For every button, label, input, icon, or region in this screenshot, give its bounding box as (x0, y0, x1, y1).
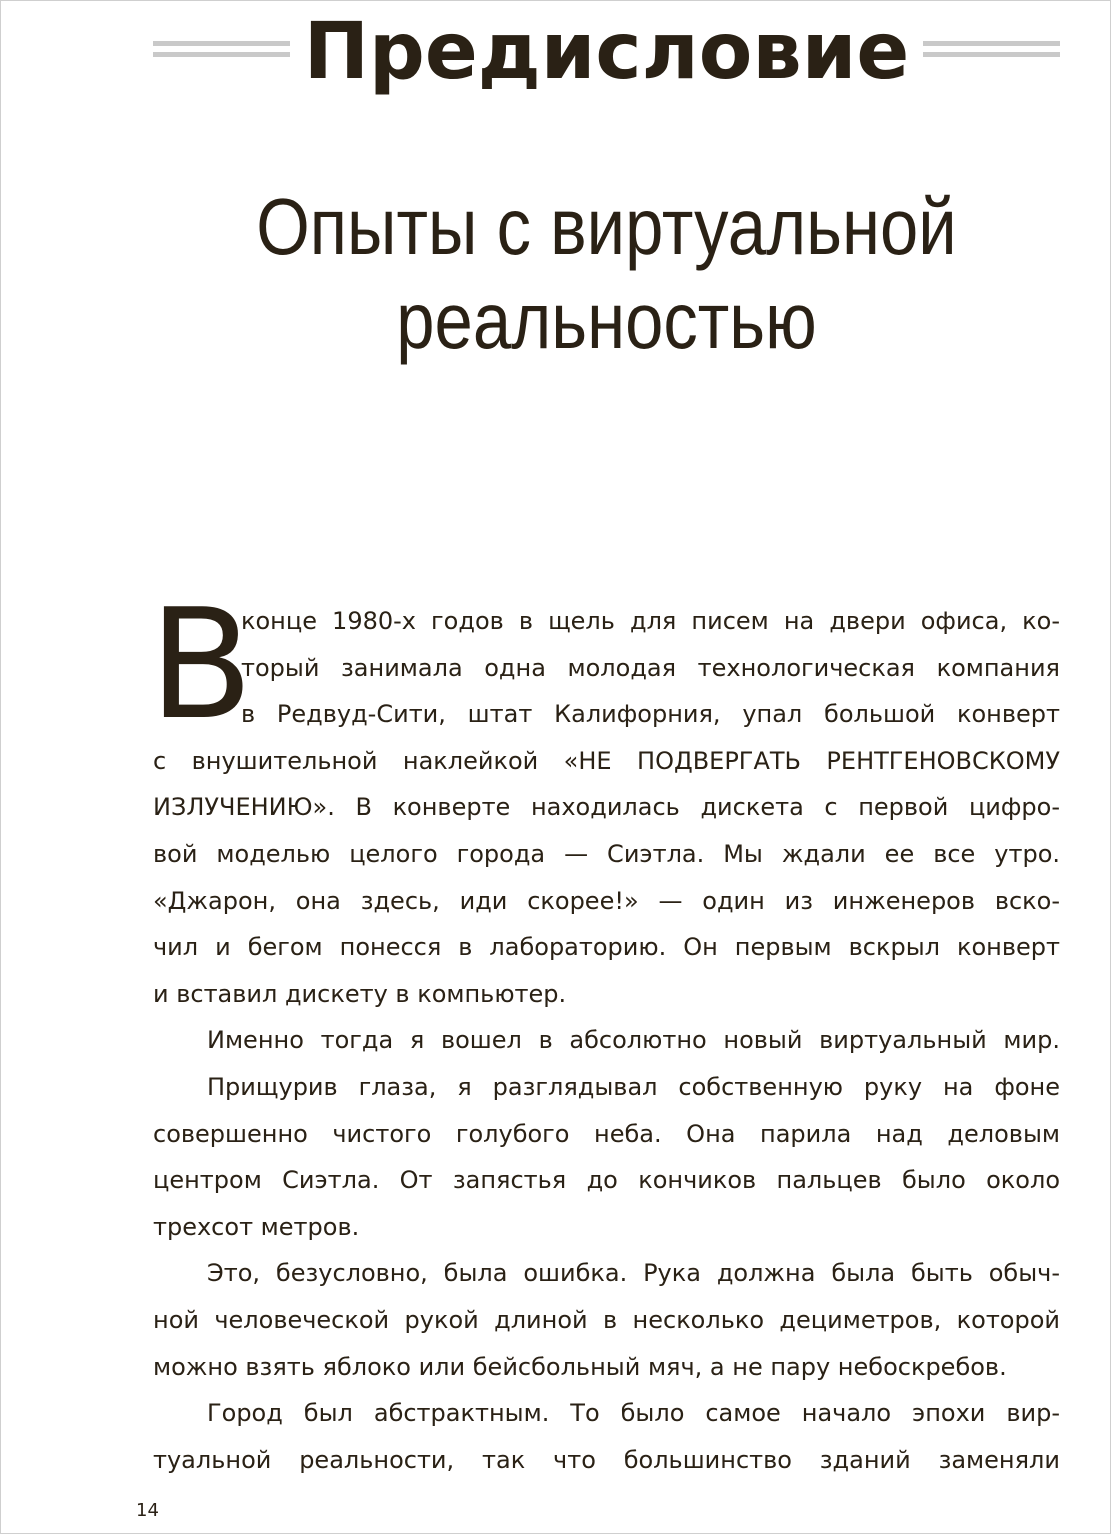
text-line: Город был абстрактным. То было самое начало эпохи вир- (207, 1399, 1060, 1428)
text-line: туальной реальности, так что большинство зданий заменяли (153, 1445, 1060, 1474)
text-line: «Джарон, она здесь, иди скорее!» — один из инженеров вско- (153, 886, 1060, 915)
chapter-title-line-1: Опыты с виртуальной (256, 182, 957, 271)
text-line: и вставил дискету в компьютер. (153, 979, 567, 1008)
text-line: в Редвуд-Сити, штат Калифорния, упал большой конверт (241, 700, 1060, 729)
section-title (153, 6, 1060, 98)
text-line: центром Сиэтла. От запястья до кончиков пальцев было около (153, 1166, 1060, 1195)
text-line: с внушительной наклейкой «НЕ ПОДВЕРГАТЬ РЕНТГЕНОВСКОМУ (153, 746, 1060, 775)
text-line: Именно тогда я вошел в абсолютно новый виртуальный мир. (207, 1026, 1060, 1055)
text-line: Прищурив глаза, я разглядывал собственную руку на фоне (207, 1072, 1060, 1101)
text-line: трехсот метров. (153, 1212, 360, 1241)
drop-cap: В (149, 576, 254, 753)
text-line: чил и бегом понесся в лабораторию. Он первым вскрыл конверт (153, 933, 1060, 962)
text-line: вой моделью целого города — Сиэтла. Мы ждали ее все утро. (153, 839, 1060, 868)
body-text (149, 576, 1060, 1483)
text-line: торый занимала одна молодая технологическая компания (241, 653, 1060, 682)
page-number: 14 (136, 1500, 159, 1521)
chapter-title (216, 180, 996, 368)
text-line: совершенно чистого голубого неба. Она парила над деловым (153, 1119, 1060, 1148)
chapter-title-line-2: реальностью (396, 276, 817, 365)
section-title-text: Предисловие (290, 7, 924, 97)
text-line: можно взять яблоко или бейсбольный мяч, а не пару небоскребов. (153, 1352, 1007, 1381)
text-line: конце 1980-х годов в щель для писем на двери офиса, ко- (241, 607, 1060, 635)
text-line: Это, безусловно, была ошибка. Рука должна была быть обыч- (207, 1259, 1060, 1288)
text-line: ной человеческой рукой длиной в несколько дециметров, которой (153, 1305, 1060, 1334)
text-line: ИЗЛУЧЕНИЮ». В конверте находилась дискета с первой цифро- (153, 793, 1060, 822)
